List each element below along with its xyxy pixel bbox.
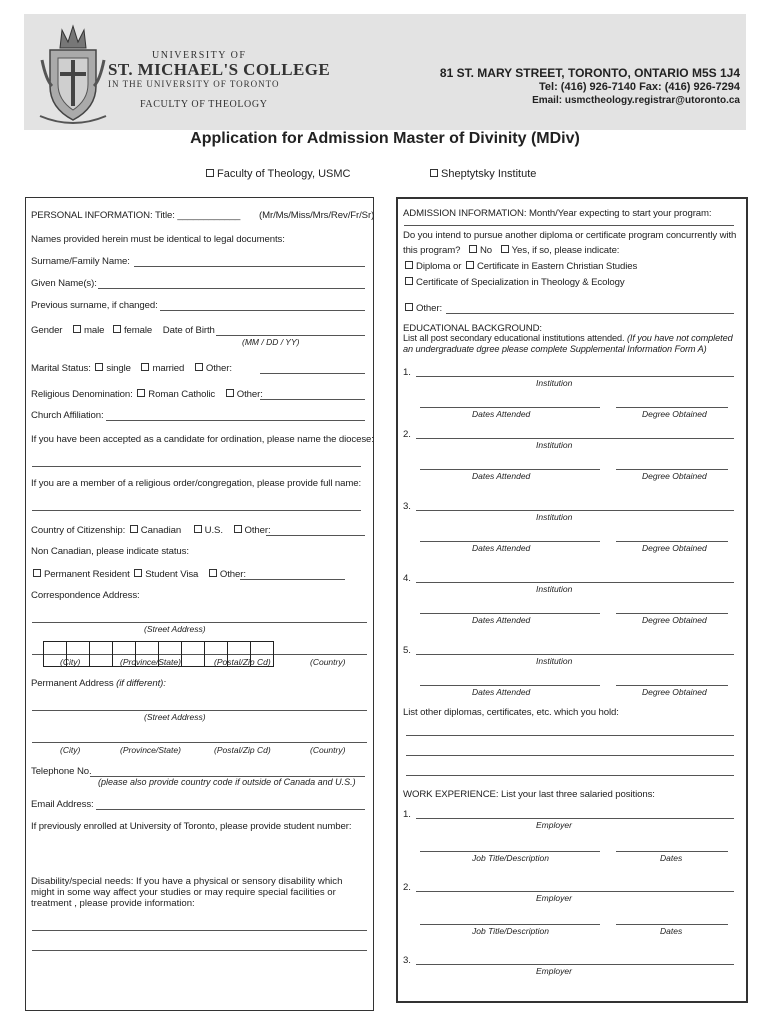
admission-education-section: ADMISSION INFORMATION: Month/Year expecting to start your program: Do you intend to pursue another diploma or certificate program concurrently with this program? No Yes, if so, please indicate: Diploma or Certificate in Eastern Christian Studies Certificate of Specialization in Theology & Ecology Other: EDUCATIONAL BACKGROUND: List all post secondary educational institutions attended. (If you have not completed an undergraduate dgree please complete Supplemental Information Form A) 1. Institution Dates Attended Degree Obtained 2. Institution Dates Attended Degree Obtained 3. Institution Dates Attended Degree Obtained 4. Institution Dates Attended Degree Obtained 5. Institution Dates Attended Degree Obtained List other diplomas, certificates, etc. which you hold: WORK EXPERIENCE: List your last three salaried positions: 1. Employer Job Title/Description Dates 2. Employer Job Title/Description Dates 3. Employer bbox=[396, 197, 748, 1003]
degree-obtained-caption: Degree Obtained bbox=[642, 543, 707, 553]
employer-field[interactable] bbox=[416, 818, 734, 819]
dob-label: Date of Birth bbox=[162, 325, 215, 336]
if-different-note: (if different): bbox=[116, 678, 166, 689]
marital-other-field[interactable] bbox=[260, 373, 365, 374]
digit-box[interactable] bbox=[182, 642, 205, 666]
denomination-other-field[interactable] bbox=[260, 399, 365, 400]
start-date-field[interactable] bbox=[404, 225, 734, 226]
job-title-caption: Job Title/Description bbox=[472, 853, 549, 863]
dob-field[interactable] bbox=[216, 335, 365, 336]
digit-box[interactable] bbox=[113, 642, 136, 666]
option-faculty[interactable]: Faculty of Theology, USMC bbox=[204, 168, 350, 180]
marital-other-checkbox[interactable] bbox=[195, 363, 203, 371]
canadian-checkbox[interactable] bbox=[130, 525, 138, 533]
given-name-field[interactable] bbox=[98, 288, 365, 289]
institution-field[interactable] bbox=[416, 438, 734, 439]
permanent-city-field[interactable] bbox=[32, 742, 367, 743]
title-options: (Mr/Ms/Miss/Mrs/Rev/Fr/Sr) bbox=[259, 210, 375, 221]
digit-box[interactable] bbox=[159, 642, 182, 666]
church-affiliation-field[interactable] bbox=[106, 420, 365, 421]
letterhead bbox=[24, 14, 746, 130]
job-title-caption: Job Title/Description bbox=[472, 926, 549, 936]
other-diplomas-field-3[interactable] bbox=[406, 775, 734, 776]
job-title-field[interactable] bbox=[420, 851, 600, 852]
no-checkbox[interactable] bbox=[469, 245, 477, 253]
gender-label: Gender bbox=[31, 325, 63, 336]
status-other-checkbox[interactable] bbox=[209, 569, 217, 577]
dates-attended-caption: Dates Attended bbox=[472, 471, 531, 481]
dates-caption: Dates bbox=[660, 926, 683, 936]
entry-number: 3. bbox=[403, 955, 411, 966]
surname-label: Surname/Family Name: bbox=[31, 256, 130, 267]
telephone-label: Telephone No. bbox=[31, 766, 92, 777]
admission-info-label: ADMISSION INFORMATION: Month/Year expecting to start your program: bbox=[403, 208, 712, 219]
entry-number: 1. bbox=[403, 367, 411, 378]
postal-caption: (Postal/Zip Cd) bbox=[214, 657, 271, 667]
entry-number: 1. bbox=[403, 809, 411, 820]
dates-attended-caption: Dates Attended bbox=[472, 409, 531, 419]
institution-field[interactable] bbox=[416, 582, 734, 583]
single-checkbox[interactable] bbox=[95, 363, 103, 371]
religious-denomination-label: Religious Denomination: bbox=[31, 389, 133, 400]
entry-number: 5. bbox=[403, 645, 411, 656]
street-address: 81 ST. MARY STREET, TORONTO, ONTARIO M5S 1J4 bbox=[439, 66, 740, 80]
disability-field-1[interactable] bbox=[32, 930, 367, 931]
degree-obtained-field[interactable] bbox=[616, 541, 728, 542]
dates-field[interactable] bbox=[616, 851, 728, 852]
other-diplomas-label: List other diplomas, certificates, etc. which you hold: bbox=[403, 707, 619, 718]
entry-number: 2. bbox=[403, 429, 411, 440]
institution-field[interactable] bbox=[416, 654, 734, 655]
personal-info-label: PERSONAL INFORMATION: Title: ____________ bbox=[31, 210, 241, 221]
city-caption: (City) bbox=[60, 657, 81, 667]
dates-attended-caption: Dates Attended bbox=[472, 615, 531, 625]
employer-caption: Employer bbox=[536, 966, 572, 976]
degree-obtained-caption: Degree Obtained bbox=[642, 471, 707, 481]
disability-label: Disability/special needs: If you have a physical or sensory disability which might in some way affect your studies or may require special facilities or treatment , please provide information: bbox=[31, 876, 343, 909]
degree-obtained-field[interactable] bbox=[616, 685, 728, 686]
program-other-checkbox[interactable] bbox=[405, 303, 413, 311]
us-checkbox[interactable] bbox=[194, 525, 202, 533]
digit-box[interactable] bbox=[90, 642, 113, 666]
city-caption: (City) bbox=[60, 745, 81, 755]
edu-note-italic-2: an undergraduate dgree please complete Supplemental Information Form A) bbox=[403, 344, 707, 354]
degree-obtained-caption: Degree Obtained bbox=[642, 687, 707, 697]
program-other-field[interactable] bbox=[446, 313, 734, 314]
diocese-field[interactable] bbox=[32, 466, 361, 467]
contact-block bbox=[440, 66, 740, 108]
option-sheptytsky[interactable]: Sheptytsky Institute bbox=[428, 168, 536, 180]
institution-caption: Institution bbox=[536, 512, 573, 522]
permanent-resident-checkbox[interactable] bbox=[33, 569, 41, 577]
employer-field[interactable] bbox=[416, 964, 734, 965]
degree-obtained-caption: Degree Obtained bbox=[642, 615, 707, 625]
country-caption: (Country) bbox=[310, 745, 346, 755]
employer-caption: Employer bbox=[536, 893, 572, 903]
given-name-label: Given Name(s): bbox=[31, 278, 97, 289]
telephone-note: (please also provide country code if outside of Canada and U.S.) bbox=[98, 777, 356, 787]
digit-box[interactable] bbox=[228, 642, 251, 666]
digit-box[interactable] bbox=[251, 642, 273, 666]
status-other-field[interactable] bbox=[240, 579, 345, 580]
permanent-street-field[interactable] bbox=[32, 710, 367, 711]
college-crest-icon bbox=[38, 20, 108, 126]
postal-caption: (Postal/Zip Cd) bbox=[214, 745, 271, 755]
email-field[interactable] bbox=[96, 809, 365, 810]
names-note: Names provided herein must be identical to legal documents: bbox=[31, 234, 285, 245]
registrar-email: Email: usmctheology.registrar@utoronto.ca bbox=[532, 95, 740, 106]
religious-order-field[interactable] bbox=[32, 510, 361, 511]
work-experience-label: WORK EXPERIENCE: List your last three salaried positions: bbox=[403, 789, 655, 800]
digit-box[interactable] bbox=[44, 642, 67, 666]
citizenship-label: Country of Citizenship: bbox=[31, 525, 126, 536]
degree-obtained-field[interactable] bbox=[616, 407, 728, 408]
married-checkbox[interactable] bbox=[141, 363, 149, 371]
degree-obtained-field[interactable] bbox=[616, 469, 728, 470]
in-university-text: IN THE UNIVERSITY OF TORONTO bbox=[108, 79, 280, 89]
other-diplomas-field-1[interactable] bbox=[406, 735, 734, 736]
church-affiliation-label: Church Affiliation: bbox=[31, 410, 104, 421]
dates-attended-field[interactable] bbox=[420, 407, 600, 408]
edu-note: List all post secondary educational institutions attended. bbox=[403, 333, 625, 343]
previous-surname-field[interactable] bbox=[160, 310, 365, 311]
digit-box[interactable] bbox=[67, 642, 90, 666]
institution-field[interactable] bbox=[416, 510, 734, 511]
personal-information-section: PERSONAL INFORMATION: Title: ____________ (Mr/Ms/Miss/Mrs/Rev/Fr/Sr) Names provided herein must be identical to legal documents: Surname/Family Name: Given Name(s): Previous surname, if changed: Gender male female Date of Birth (MM / DD / YY) Marital Status: single married Other: Religious Denomination: Roman Catholic Other: Church Affiliation: If you have been accepted as a candidate for ordination, please name the diocese: If you are a member of a religious order/congregation, please provide full name: Country of Citizenship: Canadian U.S. Other: Non Canadian, please indicate status: Permanent Resident Student Visa Other: Correspondence Address: (Street Address) (City) (Province/State) (Postal/Zip Cd) (Country) Permanent Address (if different): (Street Address) (City) (Province/State) (Postal/Zip Cd) (Country) Telephone No. (please also provide country code if outside of Canada and U.S.) Email Address: If previously enrolled at University of Toronto, please provide student number: Disability/special needs: If you have a physical or sensory disability which might in some way affect your studies or may require special facilities or treatment , please provide information: bbox=[25, 197, 374, 1011]
edu-note-italic: (If you have not completed bbox=[626, 333, 733, 343]
checkbox[interactable] bbox=[430, 169, 438, 177]
entry-number: 4. bbox=[403, 573, 411, 584]
digit-box[interactable] bbox=[205, 642, 228, 666]
ordination-label: If you have been accepted as a candidate for ordination, please name the diocese: bbox=[31, 434, 374, 445]
dob-format: (MM / DD / YY) bbox=[242, 337, 300, 347]
employer-caption: Employer bbox=[536, 820, 572, 830]
dates-attended-caption: Dates Attended bbox=[472, 687, 531, 697]
checkbox[interactable] bbox=[206, 169, 214, 177]
student-number-label: If previously enrolled at University of Toronto, please provide student number: bbox=[31, 821, 352, 832]
entry-number: 2. bbox=[403, 882, 411, 893]
institution-caption: Institution bbox=[536, 440, 573, 450]
institution-field[interactable] bbox=[416, 376, 734, 377]
edu-background-label: EDUCATIONAL BACKGROUND: bbox=[403, 323, 542, 334]
previous-surname-label: Previous surname, if changed: bbox=[31, 300, 158, 311]
faculty-text: FACULTY OF THEOLOGY bbox=[140, 99, 268, 110]
dates-field[interactable] bbox=[616, 924, 728, 925]
correspondence-label: Correspondence Address: bbox=[31, 590, 140, 601]
diploma-checkbox[interactable] bbox=[405, 261, 413, 269]
dates-attended-caption: Dates Attended bbox=[472, 543, 531, 553]
non-canadian-label: Non Canadian, please indicate status: bbox=[31, 546, 189, 557]
concurrent-question: Do you intend to pursue another diploma or certificate program concurrently with bbox=[403, 230, 737, 241]
institution-caption: Institution bbox=[536, 378, 573, 388]
employer-field[interactable] bbox=[416, 891, 734, 892]
page-title: Application for Admission Master of Divinity (MDiv) bbox=[190, 130, 580, 147]
roman-catholic-checkbox[interactable] bbox=[137, 389, 145, 397]
yes-checkbox[interactable] bbox=[501, 245, 509, 253]
digit-box[interactable] bbox=[136, 642, 159, 666]
street-caption: (Street Address) bbox=[144, 624, 206, 634]
denomination-other-checkbox[interactable] bbox=[226, 389, 234, 397]
marital-label: Marital Status: bbox=[31, 363, 91, 374]
phone-fax: Tel: (416) 926-7140 Fax: (416) 926-7294 bbox=[539, 81, 740, 93]
street-caption: (Street Address) bbox=[144, 712, 206, 722]
correspondence-street-field[interactable] bbox=[32, 622, 367, 623]
institution-caption: Institution bbox=[536, 584, 573, 594]
email-label: Email Address: bbox=[31, 799, 94, 810]
eastern-christian-checkbox[interactable] bbox=[466, 261, 474, 269]
degree-obtained-caption: Degree Obtained bbox=[642, 409, 707, 419]
dates-attended-field[interactable] bbox=[420, 685, 600, 686]
disability-field-2[interactable] bbox=[32, 950, 367, 951]
surname-field[interactable] bbox=[134, 266, 365, 267]
province-caption: (Province/State) bbox=[120, 657, 181, 667]
female-checkbox[interactable] bbox=[113, 325, 121, 333]
province-caption: (Province/State) bbox=[120, 745, 181, 755]
student-number-boxes[interactable] bbox=[43, 641, 274, 667]
college-name-block bbox=[108, 50, 330, 110]
dates-attended-field[interactable] bbox=[420, 469, 600, 470]
job-title-field[interactable] bbox=[420, 924, 600, 925]
theology-ecology-checkbox[interactable] bbox=[405, 277, 413, 285]
dates-caption: Dates bbox=[660, 853, 683, 863]
university-of-text: UNIVERSITY OF bbox=[152, 50, 247, 61]
country-caption: (Country) bbox=[310, 657, 346, 667]
entry-number: 3. bbox=[403, 501, 411, 512]
permanent-address-label: Permanent Address bbox=[31, 678, 114, 689]
other-diplomas-field-2[interactable] bbox=[406, 755, 734, 756]
dates-attended-field[interactable] bbox=[420, 541, 600, 542]
dates-attended-field[interactable] bbox=[420, 613, 600, 614]
degree-obtained-field[interactable] bbox=[616, 613, 728, 614]
citizenship-other-field[interactable] bbox=[266, 535, 365, 536]
citizenship-other-checkbox[interactable] bbox=[234, 525, 242, 533]
concurrent-question-cont: this program? bbox=[403, 245, 461, 256]
student-visa-checkbox[interactable] bbox=[134, 569, 142, 577]
college-name: ST. MICHAEL'S COLLEGE bbox=[108, 60, 331, 79]
male-checkbox[interactable] bbox=[73, 325, 81, 333]
religious-order-label: If you are a member of a religious order/congregation, please provide full name: bbox=[31, 478, 362, 489]
institution-caption: Institution bbox=[536, 656, 573, 666]
